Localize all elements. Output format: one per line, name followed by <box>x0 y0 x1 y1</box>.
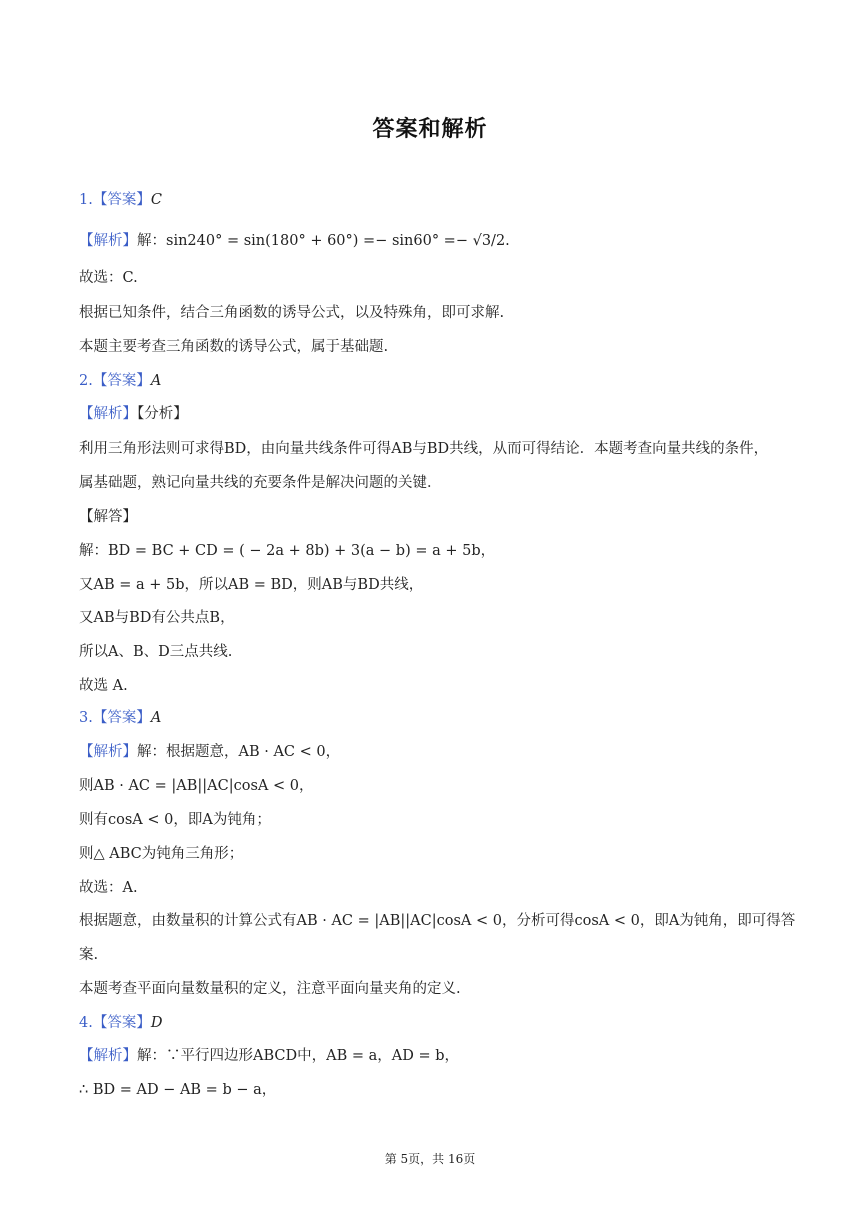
q3-step-1: 解：根据题意，AB · AC < 0， <box>137 744 341 760</box>
q2-answer-line <box>79 370 791 392</box>
q4-answer-label: 【答案】 <box>92 1015 151 1031</box>
q3-step-4: 则△ ABC为钝角三角形； <box>79 846 244 862</box>
q1-analysis-label: 【解析】 <box>79 233 137 249</box>
q3-answer-line <box>79 707 791 729</box>
q1-answer-label: 【答案】 <box>92 192 151 208</box>
q3-note-3: 本题考查平面向量数量积的定义，注意平面向量夹角的定义. <box>79 981 461 997</box>
q3-analysis-label: 【解析】 <box>79 744 137 760</box>
q1-note2: 本题主要考查三角函数的诱导公式，属于基础题. <box>79 339 389 355</box>
q2-step-1: 解：BD = BC + CD = ( − 2a + 8b) + 3(a − b) = a + 5b， <box>79 543 496 559</box>
q3-answer: A <box>150 710 162 726</box>
q3-step-2: 则AB · AC = |AB||AC|cosA < 0， <box>79 778 314 794</box>
q2-paragraph-2: 属基础题，熟记向量共线的充要条件是解决问题的关键． <box>79 475 442 491</box>
q3-step-3: 则有cosA < 0，即A为钝角； <box>79 812 271 828</box>
q1-answer-line <box>79 189 791 211</box>
q2-analysis-label: 【解析】 <box>79 406 137 422</box>
q1-number: 1. <box>79 192 93 208</box>
q4-number: 4. <box>79 1015 93 1031</box>
q1-solution: 解：sin240° = sin(180° + 60°) =− sin60° =− √3/2. <box>137 233 510 249</box>
q4-solution-line <box>79 1045 791 1067</box>
q2-step-3: 又AB与BD有公共点B， <box>79 610 235 626</box>
q2-step-2: 又AB = a + 5b，所以AB = BD，则AB与BD共线， <box>79 577 424 593</box>
q4-answer-line <box>79 1012 791 1034</box>
q4-analysis-label: 【解析】 <box>79 1048 137 1064</box>
q3-number: 3. <box>79 710 93 726</box>
q1-solution-line <box>79 230 791 252</box>
q2-jieda-label: 【解答】 <box>79 509 137 525</box>
q3-note-1: 根据题意，由数量积的计算公式有AB · AC = |AB||AC|cosA < 0，分析可得cosA < 0，即A为钝角，即可得答 <box>79 913 796 929</box>
q2-analysis-line <box>79 403 791 425</box>
q2-step-5: 故选 A. <box>79 678 128 694</box>
q3-answer-label: 【答案】 <box>92 710 151 726</box>
q3-solution-line <box>79 741 791 763</box>
page-title: 答案和解析 <box>372 117 488 142</box>
q2-fenxi-label: 【分析】 <box>137 406 188 422</box>
q4-step-2: ∴ BD = AD − AB = b − a， <box>79 1082 277 1098</box>
q2-number: 2. <box>79 373 93 389</box>
page-footer: 第 5页，共 16页 <box>384 1152 476 1166</box>
q1-choose: 故选：C. <box>79 270 138 286</box>
q2-answer: A <box>150 373 162 389</box>
q1-answer: C <box>150 192 162 208</box>
q2-paragraph-1: 利用三角形法则可求得BD，由向量共线条件可得AB与BD共线，从而可得结论．本题考查向量共线的条件， <box>79 441 769 457</box>
q2-step-4: 所以A、B、D三点共线. <box>79 644 233 660</box>
q3-note-2: 案. <box>79 947 99 963</box>
q2-answer-label: 【答案】 <box>92 373 151 389</box>
q4-step-1: 解：∵平行四边形ABCD中，AB = a，AD = b， <box>137 1048 460 1064</box>
q3-step-5: 故选：A. <box>79 880 138 896</box>
q4-answer: D <box>150 1015 163 1031</box>
q1-note1: 根据已知条件，结合三角函数的诱导公式，以及特殊角，即可求解. <box>79 305 505 321</box>
